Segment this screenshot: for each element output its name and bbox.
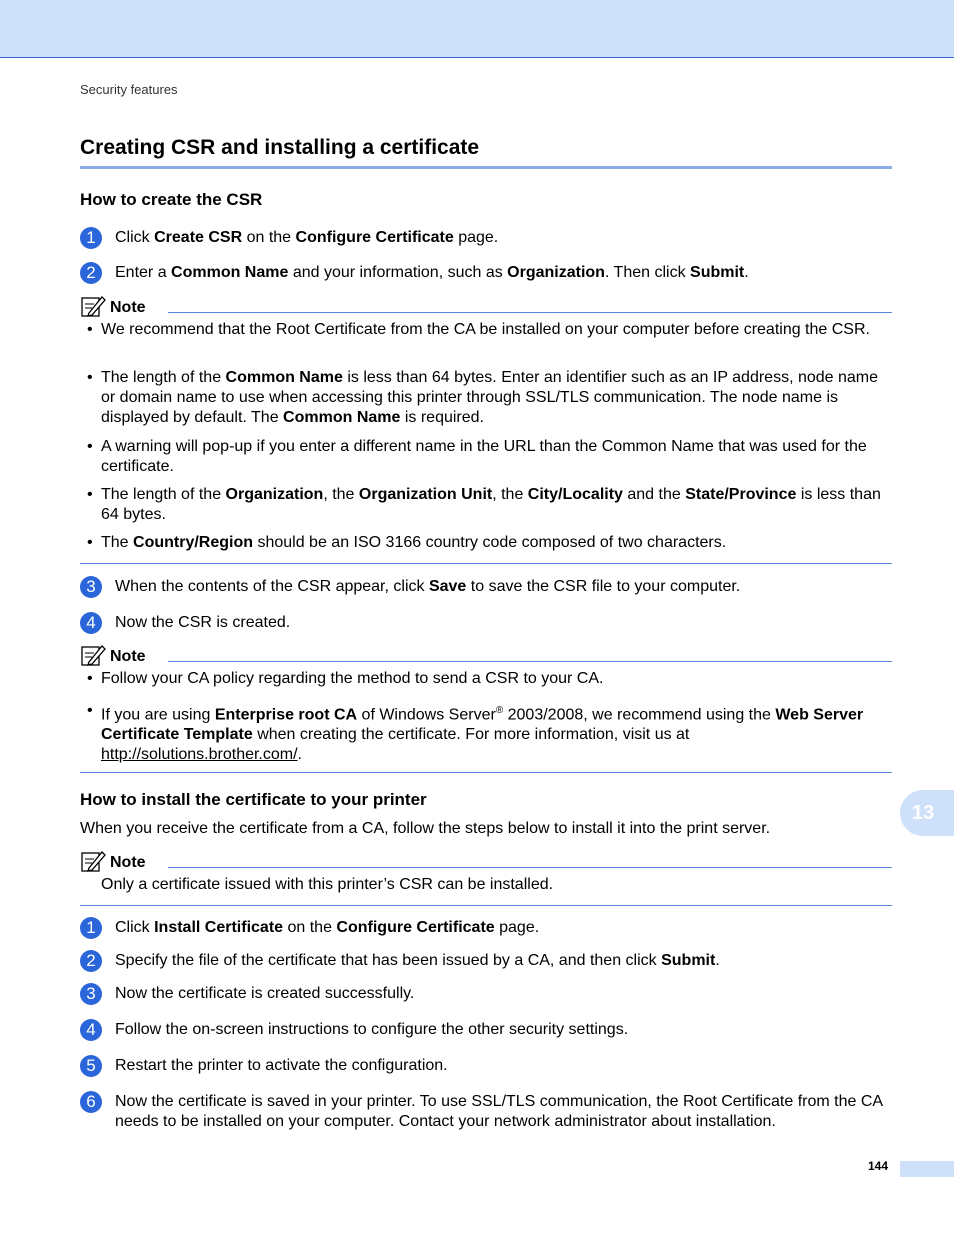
note-bullet: • If you are using Enterprise root CA of Windows Server® 2003/2008, we recommend using the Web Server Certificate Template when creating the certificate. For more information, visit us at http://solutions.brother.com/. xyxy=(87,702,864,764)
note-label: Note xyxy=(110,854,146,871)
section-intro: When you receive the certificate from a CA, follow the steps below to install it into the print server. xyxy=(80,820,771,837)
step-text: Restart the printer to activate the configuration. xyxy=(115,1057,448,1074)
note-bullet: • We recommend that the Root Certificate from the CA be installed on your computer before creating the CSR. xyxy=(87,321,870,338)
page-title: Creating CSR and installing a certificate xyxy=(80,136,480,159)
section-heading-create-csr: How to create the CSR xyxy=(80,190,263,209)
step-number-badge: 6 xyxy=(80,1091,102,1113)
breadcrumb: Security features xyxy=(80,82,178,97)
page-number-bar xyxy=(900,1161,954,1177)
header-band xyxy=(0,0,954,58)
section-heading-install-certificate: How to install the certificate to your printer xyxy=(80,790,427,809)
pencil-note-icon xyxy=(80,849,106,873)
step-text: Now the certificate is created successfully. xyxy=(115,985,415,1002)
note-header xyxy=(80,849,892,873)
step-number-badge: 3 xyxy=(80,576,102,598)
note-bullet: • The Country/Region should be an ISO 3166 country code composed of two characters. xyxy=(87,534,727,551)
note-end-rule xyxy=(80,563,892,564)
step-number-badge: 5 xyxy=(80,1055,102,1077)
title-underline xyxy=(80,166,892,169)
note-bullet: • A warning will pop-up if you enter a different name in the URL than the Common Name that was used for the certificate. xyxy=(87,438,867,475)
note-bullet: • Follow your CA policy regarding the method to send a CSR to your CA. xyxy=(87,670,604,687)
pencil-note-icon xyxy=(80,643,106,667)
note-rule xyxy=(168,867,892,868)
note-rule xyxy=(168,312,892,313)
note-end-rule xyxy=(80,905,892,906)
page-number: 144 xyxy=(868,1159,889,1173)
step-number-badge: 2 xyxy=(80,262,102,284)
solutions-link[interactable]: http://solutions.brother.com/ xyxy=(101,746,298,764)
note-header xyxy=(80,643,892,667)
note-text: Only a certificate issued with this printer’s CSR can be installed. xyxy=(101,876,554,893)
step-number-badge: 1 xyxy=(80,917,102,939)
step-text: Click Create CSR on the Configure Certificate page. xyxy=(115,229,499,246)
note-bullet: • The length of the Organization, the Organization Unit, the City/Locality and the State/Province is less than 64 bytes. xyxy=(87,486,881,523)
step-text: Click Install Certificate on the Configure Certificate page. xyxy=(115,919,540,936)
note-label: Note xyxy=(110,648,146,665)
step-text: Now the CSR is created. xyxy=(115,614,291,631)
pencil-note-icon xyxy=(80,294,106,318)
step-number-badge: 4 xyxy=(80,612,102,634)
note-label: Note xyxy=(110,299,146,316)
step-text: Follow the on-screen instructions to configure the other security settings. xyxy=(115,1021,629,1038)
note-end-rule xyxy=(80,772,892,773)
step-number-badge: 3 xyxy=(80,983,102,1005)
note-bullet: • The length of the Common Name is less than 64 bytes. Enter an identifier such as an IP address, node name or domain name to use when accessing this printer through SSL/TLS communication. The node name is displayed by default. The Common Name is required. xyxy=(87,369,879,426)
step-text: Enter a Common Name and your information, such as Organization. Then click Submit. xyxy=(115,264,749,281)
step-text: Now the certificate is saved in your printer. To use SSL/TLS communication, the Root Certificate from the CA needs to be installed on your computer. Contact your network administrator about installation. xyxy=(115,1093,883,1130)
step-number-badge: 2 xyxy=(80,950,102,972)
step-text: When the contents of the CSR appear, click Save to save the CSR file to your computer. xyxy=(115,578,741,595)
note-rule xyxy=(168,661,892,662)
step-text: Specify the file of the certificate that has been issued by a CA, and then click Submit. xyxy=(115,952,720,969)
chapter-tab: 13 xyxy=(900,790,954,836)
step-number-badge: 1 xyxy=(80,227,102,249)
note-header xyxy=(80,294,892,318)
step-number-badge: 4 xyxy=(80,1019,102,1041)
